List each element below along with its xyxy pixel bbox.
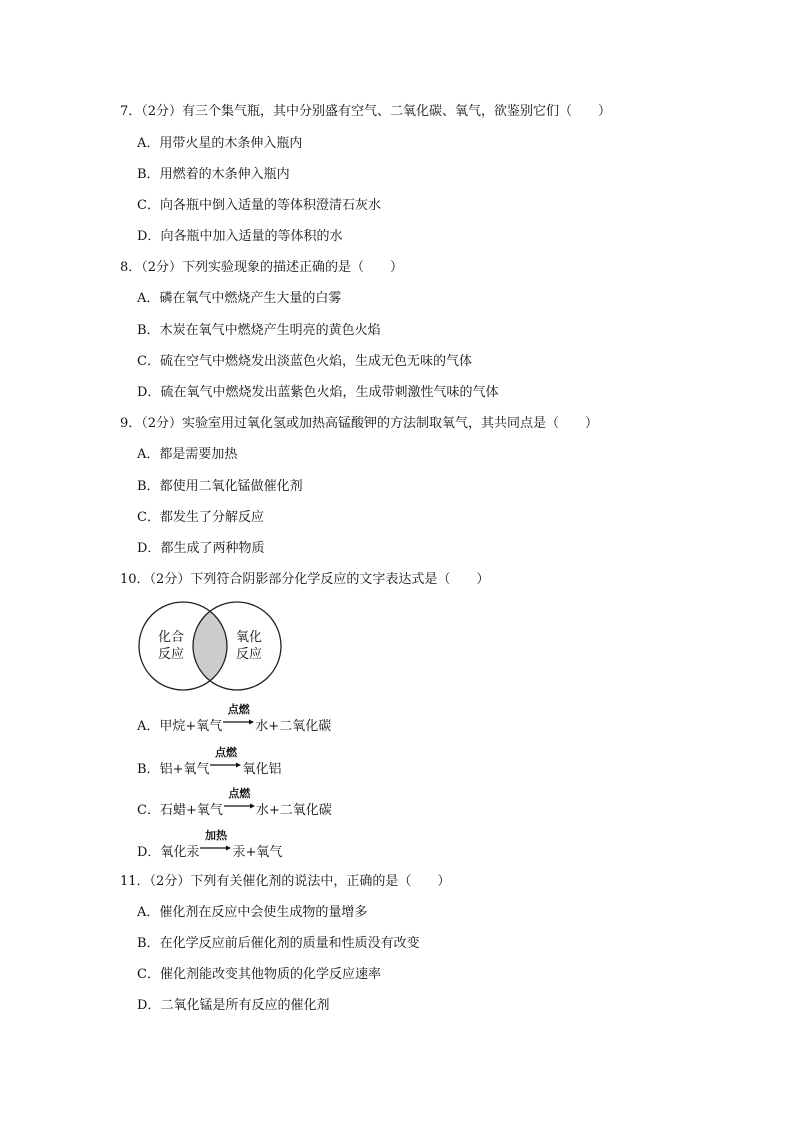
option-text: 都生成了两种物质 xyxy=(160,541,265,556)
equation-products: 汞+氧气 xyxy=(232,845,283,860)
question-11-option-d[interactable] xyxy=(137,998,329,1014)
reaction-arrow xyxy=(199,829,232,856)
question-11-option-c[interactable] xyxy=(137,967,381,983)
option-label: B． xyxy=(137,167,160,182)
reaction-condition: 点燃 xyxy=(227,703,250,716)
question-9-option-d[interactable] xyxy=(137,541,264,557)
equation-products: 水+二氧化碳 xyxy=(255,803,332,818)
reaction-arrow xyxy=(222,703,255,730)
question-10-stem: 10．（2分）下列符合阴影部分化学反应的文字表达式是（ ） xyxy=(120,572,490,587)
option-label: C． xyxy=(137,354,160,369)
question-10-option-b[interactable] xyxy=(137,746,282,778)
option-text: 向各瓶中倒入适量的等体积澄清石灰水 xyxy=(159,198,381,213)
option-text: 都发生了分解反应 xyxy=(159,510,264,525)
option-text: 硫在氧气中燃烧发出蓝紫色火焰，生成带刺激性气味的气体 xyxy=(160,385,499,400)
option-label: A． xyxy=(137,136,160,151)
equation-reactants: 石蜡+氧气 xyxy=(159,803,223,818)
question-8-option-c[interactable] xyxy=(137,354,472,370)
option-text: 二氧化锰是所有反应的催化剂 xyxy=(160,998,330,1013)
question-7-option-b[interactable] xyxy=(137,167,290,183)
reaction-condition: 点燃 xyxy=(228,787,251,800)
option-label: C． xyxy=(137,510,160,525)
option-text: 都是需要加热 xyxy=(159,447,238,462)
question-7-option-d[interactable] xyxy=(137,229,342,245)
question-8-stem: 8．（2分）下列实验现象的描述正确的是（ ） xyxy=(120,260,404,275)
question-8-option-a[interactable] xyxy=(137,291,341,307)
option-label: D． xyxy=(137,541,161,556)
option-label: B． xyxy=(137,762,160,777)
option-text: 木炭在氧气中燃烧产生明亮的黄色火焰 xyxy=(159,323,381,338)
option-label: B． xyxy=(137,479,160,494)
question-7-stem: 7．（2分）有三个集气瓶，其中分别盛有空气、二氧化碳、氧气，欲鉴别它们（ ） xyxy=(120,104,612,119)
venn-right-label xyxy=(229,629,269,663)
option-label: D． xyxy=(137,229,161,244)
arrow-icon xyxy=(209,761,242,769)
venn-left-label-line1: 化合 xyxy=(157,630,184,645)
venn-right-label-line1: 氧化 xyxy=(235,630,262,645)
equation-reactants: 氧化汞 xyxy=(160,845,200,860)
option-label: D． xyxy=(137,845,161,860)
option-label: C． xyxy=(137,803,160,818)
option-text: 都使用二氧化锰做催化剂 xyxy=(159,479,303,494)
question-11-stem: 11．（2分）下列有关催化剂的说法中，正确的是（ ） xyxy=(120,874,451,889)
option-text: 用带火星的木条伸入瓶内 xyxy=(159,136,303,151)
question-9-option-b[interactable] xyxy=(137,479,303,495)
venn-right-label-line2: 反应 xyxy=(235,647,262,662)
option-text: 硫在空气中燃烧发出淡蓝色火焰，生成无色无味的气体 xyxy=(159,354,472,369)
option-label: A． xyxy=(137,719,160,734)
question-9-stem: 9．（2分）实验室用过氧化氢或加热高锰酸钾的方法制取氧气，其共同点是（ ） xyxy=(120,416,599,431)
venn-diagram xyxy=(136,598,284,694)
question-11-option-a[interactable] xyxy=(137,905,367,921)
option-label: B． xyxy=(137,323,160,338)
arrow-icon xyxy=(223,802,256,810)
option-text: 向各瓶中加入适量的等体积的水 xyxy=(160,229,343,244)
option-label: D． xyxy=(137,998,161,1013)
option-label: B． xyxy=(137,936,160,951)
question-9-option-c[interactable] xyxy=(137,510,264,526)
arrow-icon xyxy=(222,718,255,726)
question-10-option-a[interactable] xyxy=(137,703,332,735)
question-7-option-c[interactable] xyxy=(137,198,381,214)
option-text: 磷在氧气中燃烧产生大量的白雾 xyxy=(159,291,342,306)
question-10-option-c[interactable] xyxy=(137,787,332,819)
option-label: D． xyxy=(137,385,161,400)
reaction-arrow xyxy=(223,787,256,814)
option-text: 在化学反应前后催化剂的质量和性质没有改变 xyxy=(159,936,420,951)
question-8-option-b[interactable] xyxy=(137,323,381,339)
question-11-option-b[interactable] xyxy=(137,936,420,952)
option-text: 催化剂能改变其他物质的化学反应速率 xyxy=(159,967,381,982)
reaction-arrow xyxy=(209,746,242,773)
question-8-option-d[interactable] xyxy=(137,385,498,401)
equation-reactants: 铝+氧气 xyxy=(159,762,210,777)
venn-left-label xyxy=(151,629,191,663)
reaction-condition: 点燃 xyxy=(214,746,237,759)
option-label: C． xyxy=(137,967,160,982)
question-7-option-a[interactable] xyxy=(137,136,302,152)
arrow-icon xyxy=(199,844,232,852)
question-9-option-a[interactable] xyxy=(137,447,237,463)
option-label: C． xyxy=(137,198,160,213)
option-label: A． xyxy=(137,291,160,306)
option-text: 催化剂在反应中会使生成物的量增多 xyxy=(159,905,368,920)
reaction-condition: 加热 xyxy=(204,829,227,842)
equation-products: 水+二氧化碳 xyxy=(255,719,332,734)
option-text: 用燃着的木条伸入瓶内 xyxy=(159,167,290,182)
option-label: A． xyxy=(137,905,160,920)
equation-products: 氧化铝 xyxy=(242,762,282,777)
equation-reactants: 甲烷+氧气 xyxy=(159,719,223,734)
venn-left-label-line2: 反应 xyxy=(157,647,184,662)
option-label: A． xyxy=(137,447,160,462)
question-10-option-d[interactable] xyxy=(137,829,283,861)
